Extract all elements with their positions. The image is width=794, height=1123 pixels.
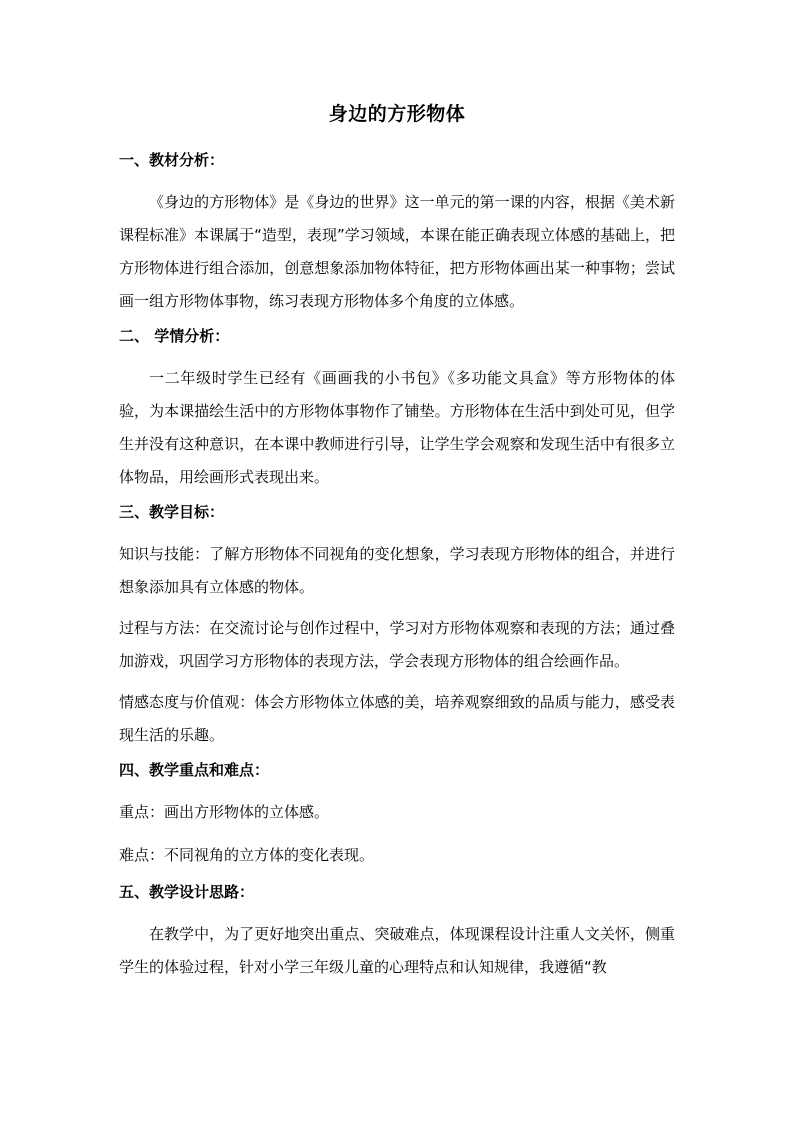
paragraph: 一二年级时学生已经有《画画我的小书包》《多功能文具盒》等方形物体的体验，为本课描绘生活中的方形物体事物作了铺垫。方形物体在生活中到处可见，但学生并没有这种意识，在本课中教师进行引导，让学生学会观察和发现生活中有很多立体物品，用绘画形式表现出来。 xyxy=(119,369,675,486)
document-page xyxy=(119,100,675,992)
section-student-analysis xyxy=(119,326,675,494)
paragraph: 《身边的方形物体》是《身边的世界》这一单元的第一课的内容，根据《美术新课程标准》本课属于“造型，表现”学习领域，本课在能正确表现立体感的基础上，把方形物体进行组合添加，创意想象添加物体特征，把方形物体画出某一种事物；尝试画一组方形物体事物，练习表现方形物体多个角度的立体感。 xyxy=(119,193,675,310)
section-heading: 五、教学设计思路： xyxy=(119,883,255,901)
section-heading: 三、教学目标： xyxy=(119,503,225,521)
paragraph: 难点：不同视角的立方体的变化表现。 xyxy=(119,846,375,864)
section-teaching-goals xyxy=(119,502,675,752)
paragraph: 情感态度与价值观：体会方形物体立体感的美，培养观察细致的品质与能力，感受表现生活的乐趣。 xyxy=(119,693,675,744)
paragraph: 重点：画出方形物体的立体感。 xyxy=(119,803,330,821)
paragraph: 过程与方法：在交流讨论与创作过程中，学习对方形物体观察和表现的方法；通过叠加游戏，巩固学习方形物体的表现方法，学会表现方形物体的组合绘画作品。 xyxy=(119,619,675,670)
paragraph: 在教学中，为了更好地突出重点、突破难点，体现课程设计注重人文关怀，侧重学生的体验过程，针对小学三年级儿童的心理特点和认知规律，我遵循“教 xyxy=(119,925,675,976)
section-heading: 二、 学情分析： xyxy=(119,327,230,345)
document-title: 身边的方形物体 xyxy=(328,103,466,125)
paragraph: 知识与技能：了解方形物体不同视角的变化想象，学习表现方形物体的组合，并进行想象添加具有立体感的物体。 xyxy=(119,545,675,596)
section-heading: 一、教材分析： xyxy=(119,151,225,169)
section-textbook-analysis xyxy=(119,150,675,318)
section-key-points xyxy=(119,760,675,872)
section-heading: 四、教学重点和难点： xyxy=(119,761,270,779)
section-design-ideas xyxy=(119,882,675,984)
